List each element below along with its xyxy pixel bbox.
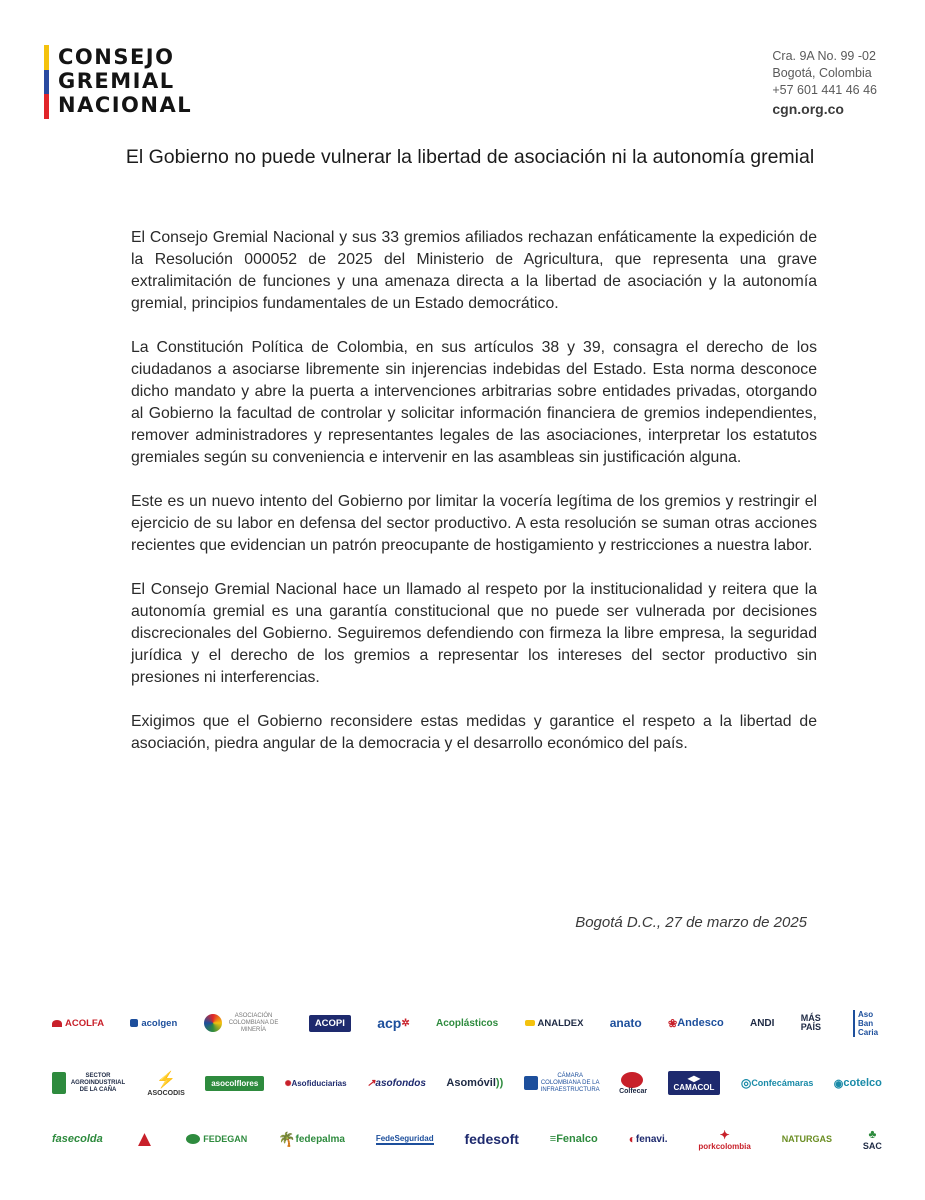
acp-dots-icon: ✲ xyxy=(401,1017,410,1029)
confecamaras-icon: ◎ xyxy=(740,1076,752,1090)
logo-sac: ♣ SAC xyxy=(862,1127,882,1151)
address-street: Cra. 9A No. 99 -02 xyxy=(772,49,876,63)
logo-colfecar: Colfecar xyxy=(619,1072,647,1095)
logo-line-2: GREMIAL xyxy=(58,69,175,93)
porkcolombia-icon: ✦ xyxy=(719,1127,730,1142)
logo-andi: ANDI xyxy=(749,1017,775,1029)
logo-acp: acp ✲ xyxy=(377,1015,410,1031)
logo-cotelco: ◉ cotelco xyxy=(833,1077,882,1090)
fedecafe-mountain-icon: ▲ xyxy=(133,1126,156,1151)
acolgen-icon xyxy=(130,1019,138,1027)
logo-anato: anato xyxy=(609,1016,642,1030)
fenalco-icon: ≡ xyxy=(549,1133,557,1145)
acm-flower-icon xyxy=(204,1014,222,1032)
cotelco-icon: ◉ xyxy=(833,1077,844,1090)
fedepalma-palm-icon: 🌴 xyxy=(278,1130,296,1147)
paragraph-5: Exigimos que el Gobierno reconsidere estas medidas y garantice el respeto a la libertad de asociación, piedra angular de la democracia y el desarrollo económico del país. xyxy=(131,713,817,752)
logo-wordmark xyxy=(58,45,192,119)
asofondos-icon: ↗ xyxy=(367,1077,376,1089)
document-body xyxy=(131,227,817,777)
logo-andesco: ❀ Andesco xyxy=(668,1017,724,1030)
logo-asocodis: ⚡ ASOCODIS xyxy=(147,1071,185,1097)
asocana-leaf-icon xyxy=(52,1072,66,1094)
logo-fenavi: ◐ fenavi. xyxy=(628,1132,668,1146)
logo-acolfa: ACOLFA xyxy=(52,1018,104,1029)
logo-acoplasticos: Acoplásticos xyxy=(435,1017,499,1029)
logo-fedegan: FEDEGAN xyxy=(186,1134,247,1144)
logo-porkcolombia: ✦ porkcolombia xyxy=(698,1127,751,1151)
logo-asofiduciarias: ✺ Asofiduciarias xyxy=(284,1078,347,1088)
camacol-icon: ◀▶ xyxy=(687,1074,701,1083)
asofiduciarias-icon: ✺ xyxy=(284,1078,292,1088)
logo-line-3: NACIONAL xyxy=(58,93,193,117)
logo-asomovil: Asomóvil )) xyxy=(446,1077,504,1089)
address-phone: +57 601 441 46 46 xyxy=(772,83,877,97)
fenavi-icon: ◐ xyxy=(628,1132,636,1146)
logo-camacol: ◀▶ CAMACOL xyxy=(668,1071,721,1095)
logo-mas-pais: MÁS PAÍS xyxy=(800,1013,822,1032)
logo-bar-blue xyxy=(44,70,49,95)
fedegan-icon xyxy=(186,1134,200,1144)
logo-bar-red xyxy=(44,94,49,119)
logo-asobancaria: Aso Ban Caria xyxy=(853,1010,882,1037)
paragraph-4: El Consejo Gremial Nacional hace un llamado al respeto por la institucionalidad y reitera que la autonomía gremial es una garantía constitucional que no puede ser vulnerada por decisiones discrecionales del Gobierno. Seguiremos defendiendo con firmeza la libre empresa, la seguridad jurídica y el derecho de los gremios a representar los intereses del sector productivo sin presiones ni interferencias. xyxy=(131,581,817,686)
member-logos xyxy=(52,1005,882,1175)
paragraph-1: El Consejo Gremial Nacional y sus 33 gremios afiliados rechazan enfáticamente la expedición de la Resolución 000052 de 2025 del Ministerio de Agricultura, que representa una grave extralimitación de funciones y una amenaza directa a la libertad de asociación y la autonomía gremial, principios fundamentales de un Estado democrático. xyxy=(131,229,817,312)
logo-row-3 xyxy=(52,1121,882,1157)
logo-line-1: CONSEJO xyxy=(58,45,175,69)
website-link[interactable]: cgn.org.co xyxy=(772,101,844,117)
cci-icon xyxy=(524,1076,538,1090)
paragraph-2: La Constitución Política de Colombia, en sus artículos 38 y 39, consagra el derecho de los ciudadanos a asociarse libremente sin injerencias indebidas del Estado. Esta norma desconoce dicho mandato y abre la puerta a intervenciones arbitrarias sobre entidades privadas, otorgando al Gobierno la facultad de controlar y solicitar información financiera de gremios independientes, remover administradores y representantes legales de las asociaciones, interpretar los estatutos gremiales según su conveniencia e intervenir en las asambleas sin justificación alguna. xyxy=(131,339,817,466)
logo-asocana: SECTOR AGROINDUSTRIAL DE LA CAÑA xyxy=(52,1072,127,1094)
logo-analdex: ANALDEX xyxy=(525,1018,584,1029)
address-city: Bogotá, Colombia xyxy=(772,66,872,80)
andesco-icon: ❀ xyxy=(668,1017,678,1030)
logo-fenalco: ≡ Fenalco xyxy=(549,1133,598,1145)
logo-color-bar xyxy=(44,45,49,119)
logo-asocolflores: asocolflores xyxy=(205,1076,264,1091)
cgn-logo xyxy=(44,45,192,119)
asocodis-icon: ⚡ xyxy=(156,1071,177,1089)
logo-acm: ASOCIACIÓN COLOMBIANA DE MINERÍA xyxy=(204,1013,283,1034)
acolfa-icon xyxy=(52,1020,62,1027)
logo-acopi: ACOPI xyxy=(309,1015,351,1032)
colfecar-icon xyxy=(621,1072,643,1088)
logo-naturgas: NATURGAS xyxy=(781,1134,833,1144)
logo-fedeseguridad: FedeSeguridad xyxy=(375,1133,434,1143)
logo-row-2 xyxy=(52,1059,882,1107)
logo-cci: CÁMARA COLOMBIANA DE LA INFRAESTRUCTURA xyxy=(524,1073,599,1094)
place-date: Bogotá D.C., 27 de marzo de 2025 xyxy=(575,914,807,931)
logo-fedesoft: fedesoft xyxy=(464,1131,519,1147)
contact-address xyxy=(772,48,877,118)
logo-asofondos: ↗ asofondos xyxy=(367,1077,426,1089)
logo-confecamaras: ◎ Confecámaras xyxy=(740,1076,814,1090)
logo-fedepalma: 🌴 fedepalma xyxy=(278,1130,345,1147)
paragraph-3: Este es un nuevo intento del Gobierno por limitar la vocería legítima de los gremios y restringir el ejercicio de su labor en defensa del sector productivo. A esta resolución se suman otras acciones recientes que evidencian un patrón preocupante de hostigamiento y restricciones a nuestra labor. xyxy=(131,493,817,554)
logo-bar-yellow xyxy=(44,45,49,70)
analdex-icon xyxy=(525,1020,535,1026)
logo-fasecolda: fasecolda xyxy=(52,1133,103,1145)
logo-acolgen: acolgen xyxy=(130,1018,177,1029)
document-title: El Gobierno no puede vulnerar la libertad de asociación ni la autonomía gremial xyxy=(125,146,815,168)
logo-row-1 xyxy=(52,1005,882,1041)
logo-fedecafe xyxy=(134,1126,156,1152)
sac-icon: ♣ xyxy=(868,1127,877,1141)
asomovil-signal-icon: )) xyxy=(495,1077,504,1089)
